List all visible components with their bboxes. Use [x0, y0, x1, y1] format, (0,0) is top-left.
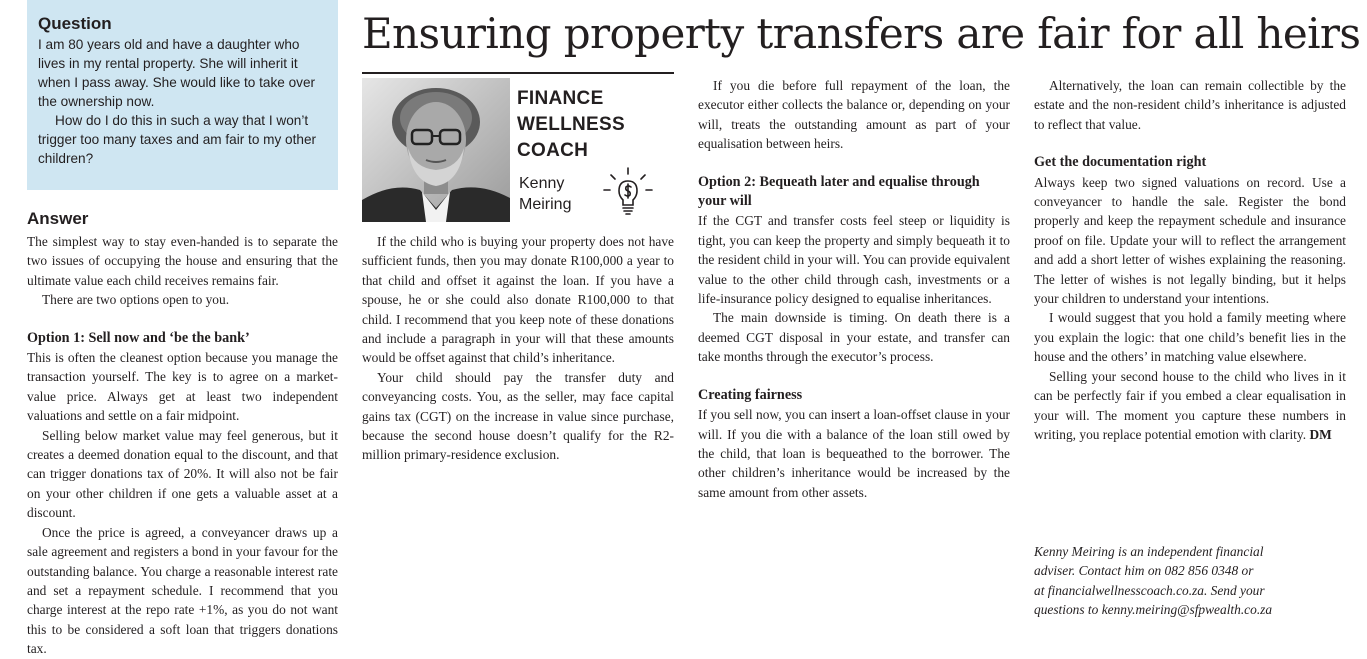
body-paragraph: There are two options open to you. [42, 292, 230, 308]
columnist-photo [362, 78, 510, 222]
column-title [517, 86, 625, 164]
columnist-last-name: Meiring [519, 196, 572, 213]
body-paragraph: If the child who is buying your property does not have sufficient funds, then you may donate R100,000 a year to that child and offset it against the loan. If you have a spouse, he or she could also donate R100,000 to that child. I recommend that you keep note of these donations and include a paragraph in your will that these amounts would be offset against that child’s inheritance. [362, 234, 674, 366]
body-paragraph: This is often the cleanest option because you manage the transaction yourself. The key is to agree on a market-value price. Always get at least two independent valuations and settle on a fair midpoint. [27, 350, 338, 424]
columnist-name [519, 173, 571, 215]
bio-line: Kenny Meiring is an independent financial [1034, 544, 1264, 559]
lightbulb-dollar-icon [602, 166, 654, 218]
question-heading: Question [38, 14, 112, 33]
question-paragraph-2: How do I do this in such a way that I won’t trigger too many taxes and am fair to my other children? [38, 113, 317, 166]
body-paragraph: Your child should pay the transfer duty and conveyancing costs. You, as the seller, may face capital gains tax (CGT) on the increase in value since purchase, because the second house doesn’t qualify for the R2-million primary-residence exclusion. [362, 369, 674, 463]
body-paragraph: The simplest way to stay even-handed is to separate the two issues of occupying the house and ensuring that the ultimate value each child receives remains fair. [27, 234, 338, 288]
body-paragraph: If you die before full repayment of the loan, the executor either collects the balance or, depending on your will, treats the outstanding amount as part of your equalisation between heirs. [698, 78, 1010, 152]
body-paragraph [1034, 367, 1346, 445]
body-paragraph: I would suggest that you hold a family meeting where you explain the logic: that one child’s benefit lies in the house and the others’ in matching value elsewhere. [1034, 310, 1346, 365]
article-column-2 [362, 232, 674, 465]
section-heading-fairness: Creating fairness [698, 386, 803, 403]
column-title-line: WELLNESS [517, 114, 625, 135]
question-paragraph-1: I am 80 years old and have a daughter who lives in my rental property. She will inherit it when I pass away. She would like to take over the ownership now. [38, 37, 316, 109]
article-column-3 [698, 76, 1010, 502]
body-paragraph: Selling below market value may feel generous, but it creates a deemed donation equal to the discount, and that can trigger donations tax of 20%. It will also not be fair on your other children if one gets a valuable asset at a discount. [27, 427, 338, 521]
bio-line: at financialwellnesscoach.co.za. Send your [1034, 582, 1265, 598]
columnist-banner [362, 72, 674, 222]
body-paragraph: If you sell now, you can insert a loan-offset clause in your will. If you die with a balance of the loan still owed by the child, that loan is bequeathed to the borrower. The other children’s inheritance would be increased by the same amount from other assets. [698, 407, 1010, 500]
question-box [27, 0, 338, 190]
body-paragraph: Once the price is agreed, a conveyancer draws up a sale agreement and registers a bond in your favour for the outstanding balance. You charge a reasonable interest rate and set a repayment schedule. I recommend that you charge interest at the repo rate +1%, as you do not want this to be considered a soft loan that triggers donations tax. [27, 524, 338, 657]
article-headline: Ensuring property transfers are fair for all heirs [362, 9, 1361, 58]
body-paragraph: The main downside is timing. On death there is a deemed CGT disposal in your estate, and transfer can take months through the executor’s process. [698, 310, 1010, 365]
column-title-line: FINANCE [517, 88, 604, 109]
body-paragraph: Alternatively, the loan can remain collectible by the estate and the non-resident child’s inheritance is adjusted to reflect that value. [1034, 78, 1346, 132]
section-heading-option-2: Option 2: Bequeath later and equalise through your will [698, 173, 980, 210]
section-heading-documentation: Get the documentation right [1034, 154, 1207, 171]
bio-line: questions to kenny.meiring@sfpwealth.co.za [1034, 602, 1273, 618]
answer-heading: Answer [27, 209, 89, 228]
article-column-4 [1034, 76, 1346, 444]
portrait-photo [362, 78, 510, 222]
closing-text: Selling your second house to the child who lives in it can be perfectly fair if you embed a clear equalisation in your will. The moment you capture these numbers in writing, you replace potential emotion with clarity. [1034, 368, 1346, 442]
body-paragraph: Always keep two signed valuations on record. Use a conveyancer to handle the sale. Register the bond properly and keep the repayment schedule and insurance proof on file. Update your will to reflect the arrangement and add a short letter of wishes explaining the reasoning. The letter of wishes is not legally binding, but it helps your children to understand your intentions. [1034, 174, 1346, 307]
bio-line: adviser. Contact him on 082 856 0348 or [1034, 563, 1254, 579]
body-paragraph: If the CGT and transfer costs feel steep or liquidity is tight, you can keep the property and simply bequeath it to the resident child in your will. You can provide equivalent value to the other child through cash, investments or a life-insurance policy designed to equalise inheritances. [698, 213, 1010, 307]
signoff: DM [1309, 426, 1332, 442]
section-heading-option-1: Option 1: Sell now and ‘be the bank’ [27, 329, 250, 346]
columnist-first-name: Kenny [519, 175, 565, 192]
author-bio [1034, 542, 1354, 620]
column-title-line: COACH [517, 140, 589, 161]
article-column-1 [27, 232, 338, 659]
